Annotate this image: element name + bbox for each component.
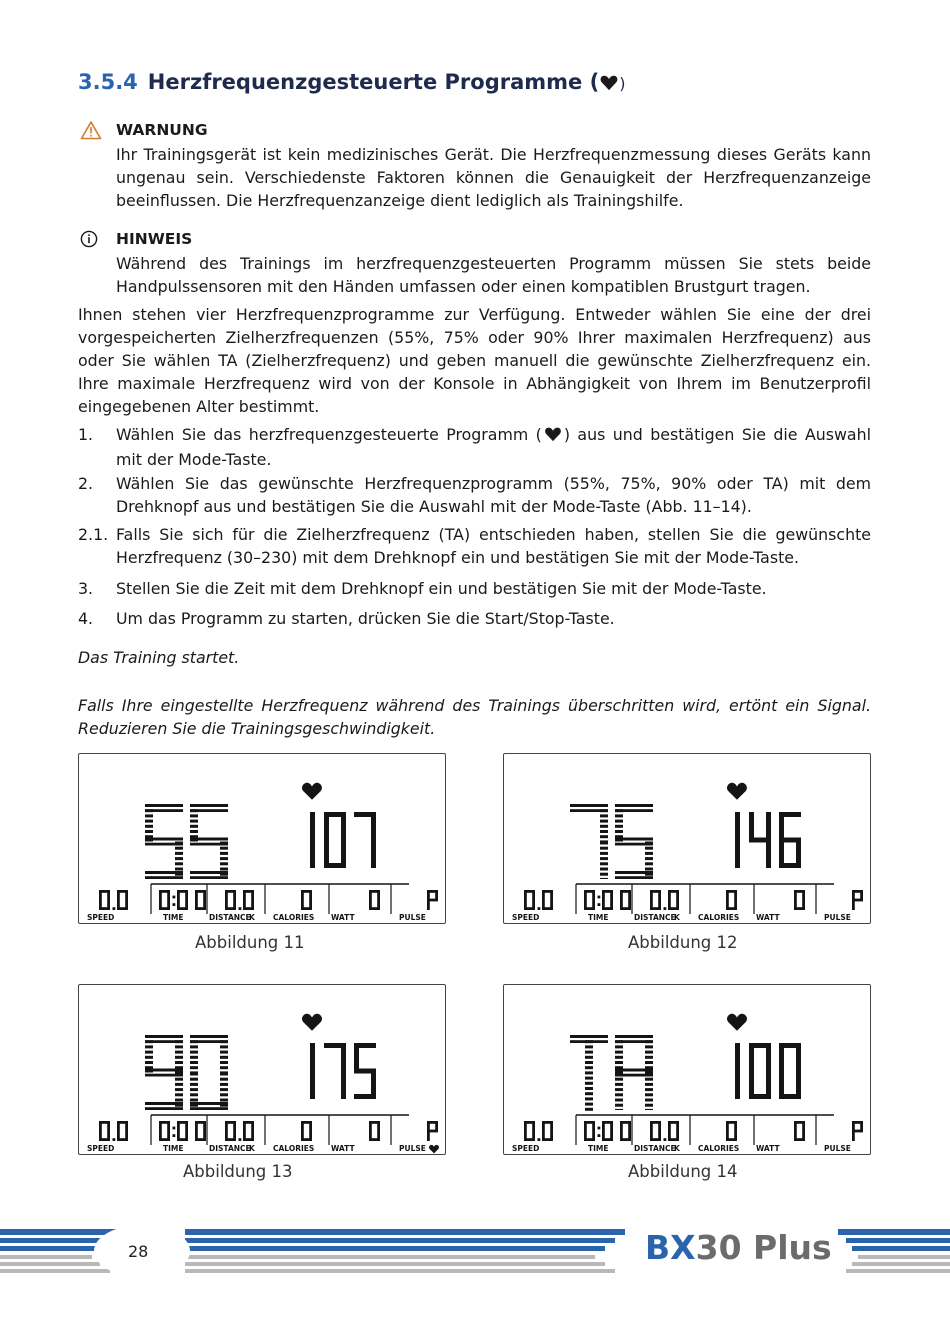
hint-text: Während des Trainings im herzfrequenzgesteuerten Programm müssen Sie stets beide Handpulssensoren mit den Händen umfassen oder einen kompatiblen Brustgurt tragen. [116,254,871,296]
page-number: 28 [128,1242,149,1261]
heart-icon [302,1014,322,1031]
lcd-program-value [145,1035,228,1110]
lcd-label: DISTANCE [209,1144,251,1153]
lcd-label: SPEED [512,1144,540,1153]
lcd-label: K [674,1144,680,1153]
lcd-heart-rate-value [310,812,376,868]
lcd-stat-values [524,890,863,910]
right-stripes [838,1229,950,1273]
lcd-stat-values [99,1121,438,1141]
lcd-stat-values [524,1121,863,1141]
lcd-program-value [145,804,228,879]
lcd-stat-values [99,890,438,910]
step-number: 2.1. [78,525,109,544]
lcd-label: DISTANCE [634,1144,676,1153]
lcd-program-value [570,1035,653,1111]
lcd-label: TIME [588,913,609,922]
section-title: Herzfrequenzgesteuerte Programme ( [147,70,600,94]
lcd-label: TIME [163,913,184,922]
step-text: Stellen Sie die Zeit mit dem Drehknopf ein und bestätigen Sie mit der Mode-Taste. [116,579,767,598]
step-number: 4. [78,609,94,628]
step-number: 1. [78,425,94,444]
lcd-label: TIME [588,1144,609,1153]
step-text: Wählen Sie das gewünschte Herzfrequenzprogramm (55%, 75%, 90% oder TA) mit dem Drehknopf aus und bestätigen Sie die Auswahl mit der Mode-Taste (Abb. 11–14). [116,474,871,516]
lcd-label: WATT [331,913,355,922]
lcd-heart-rate-value [310,1043,376,1099]
hint-title: HINWEIS [116,230,193,248]
lcd-label: DISTANCE [209,913,251,922]
warning-title: WARNUNG [116,121,208,139]
figure-caption: Abbildung 12 [628,933,738,952]
lcd-heart-rate-value [735,812,801,868]
lcd-label: SPEED [512,913,540,922]
figure-caption: Abbildung 13 [183,1162,293,1181]
step-number: 3. [78,579,94,598]
lcd-label: K [249,913,255,922]
section-heading [78,70,625,96]
lcd-label: WATT [756,1144,780,1153]
lcd-label: PULSE [399,1144,426,1153]
lcd-label: PULSE [824,913,851,922]
info-icon [80,230,98,252]
heart-icon [302,783,322,800]
figure-caption: Abbildung 14 [628,1162,738,1181]
step-text: Wählen Sie das herzfrequenzgesteuerte Programm ( ) aus und bestätigen Sie die Auswahl mit der Mode-Taste. [116,425,871,469]
lcd-label: K [674,913,680,922]
lcd-display-figure-12 [503,753,871,924]
center-stripes [185,1229,625,1273]
lcd-label: WATT [756,913,780,922]
lcd-label: WATT [331,1144,355,1153]
step-text: Falls Sie sich für die Zielherzfrequenz (TA) entschieden haben, stellen Sie die gewünschte Herzfrequenz (30–230) mit dem Drehknopf ein und bestätigen Sie mit der Mode-Taste. [116,525,871,567]
lcd-display-figure-11 [78,753,446,924]
warning-icon [80,120,102,144]
heart-icon [599,72,619,96]
heart-icon [727,1014,747,1031]
lcd-label: TIME [163,1144,184,1153]
lcd-label: CALORIES [698,1144,740,1153]
lcd-label: SPEED [87,1144,115,1153]
step-text: Um das Programm zu starten, drücken Sie die Start/Stop-Taste. [116,609,615,628]
lcd-display-figure-14 [503,984,871,1155]
lcd-label: PULSE [399,913,426,922]
intro-paragraph: Ihnen stehen vier Herzfrequenzprogramme zur Verfügung. Entweder wählen Sie eine der drei vorgespeicherten Zielherzfrequenzen (55%, 75% oder 90% Ihrer maximalen Herzfrequenz) aus oder Sie wählen TA (Zielherzfrequenz) und geben manuell die gewünschte Zielherzfrequenz ein. Ihre maximale Herzfrequenz wird von der Konsole in Abhängigkeit von Ihrem im Benutzerprofil eingegebenen Alter bestimmt. [78,305,871,416]
lcd-label: CALORIES [698,913,740,922]
lcd-display-figure-13 [78,984,446,1155]
lcd-label: K [249,1144,255,1153]
lcd-label: CALORIES [273,913,315,922]
section-title-close: ) [619,74,626,93]
heart-icon [727,783,747,800]
brand-logo: BX30 Plus [645,1228,832,1267]
lcd-label: CALORIES [273,1144,315,1153]
step-number: 2. [78,474,94,493]
heart-icon [429,1145,439,1154]
lcd-label: PULSE [824,1144,851,1153]
figure-caption: Abbildung 11 [195,933,305,952]
section-number: 3.5.4 [78,70,138,94]
lcd-heart-rate-value [735,1043,801,1099]
lcd-label: DISTANCE [634,913,676,922]
note-heart-rate-exceeded: Falls Ihre eingestellte Herzfrequenz während des Trainings überschritten wird, ertönt ein Signal. Reduzieren Sie die Trainingsgeschwindigkeit. [78,696,871,738]
warning-text: Ihr Trainingsgerät ist kein medizinisches Gerät. Die Herzfrequenzmessung dieses Geräts kann ungenau sein. Verschiedenste Faktoren können die Genauigkeit der Herzfrequenzanzeige beeinflussen. Die Herzfrequenzanzeige dient lediglich als Trainingshilfe. [116,145,871,210]
lcd-program-value [570,804,653,879]
note-training-start: Das Training startet. [78,648,240,667]
lcd-label: SPEED [87,913,115,922]
heart-icon [544,425,562,448]
